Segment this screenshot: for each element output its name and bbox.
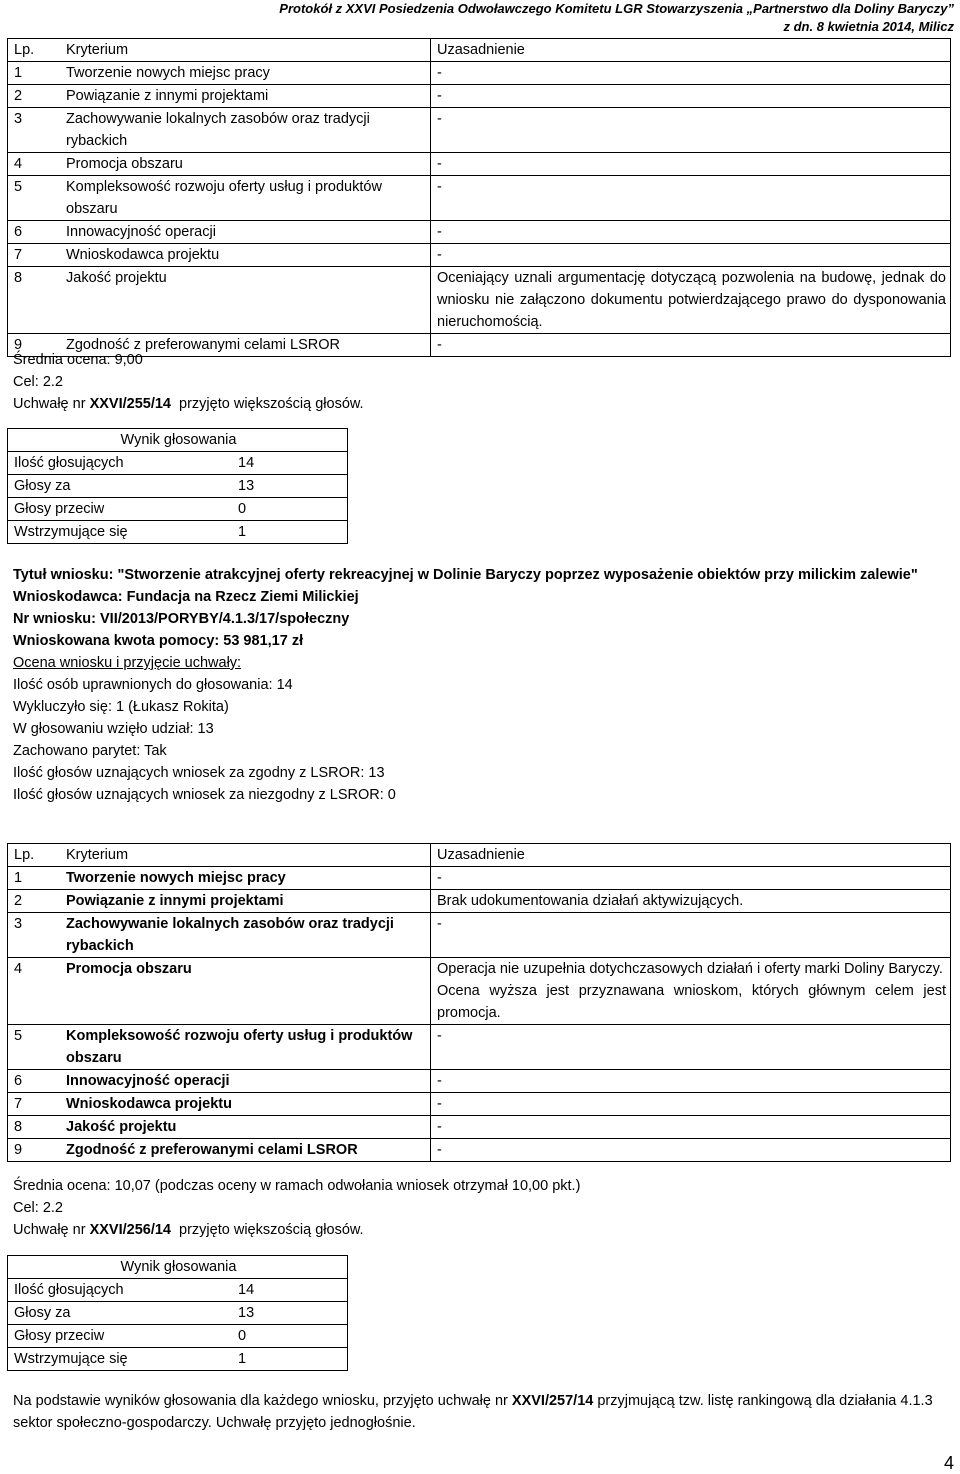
- resolution-suffix: przyjęto większością głosów.: [170, 1222, 364, 1238]
- evaluation-line: Ilość głosów uznających wniosek za niezgodny z LSROR: 0: [13, 787, 396, 803]
- table-row: [8, 1325, 348, 1348]
- justification: -: [431, 153, 951, 176]
- row-number: 4: [8, 153, 61, 176]
- justification: -: [431, 1093, 951, 1116]
- table-row: [8, 1302, 348, 1325]
- vote-value: 13: [238, 1302, 348, 1325]
- table-row: [8, 1116, 951, 1139]
- application-info: [13, 564, 948, 806]
- row-number: 3: [8, 913, 61, 958]
- average-score: Średnia ocena: 9,00: [13, 352, 143, 368]
- table-header-row: [8, 844, 951, 867]
- table-row: [8, 153, 951, 176]
- table-row: [8, 867, 951, 890]
- justification: [431, 958, 951, 1025]
- row-number: 2: [8, 85, 61, 108]
- evaluation-line: Ilość głosów uznających wniosek za zgodny z LSROR: 13: [13, 765, 385, 781]
- row-number: 9: [8, 1139, 61, 1162]
- row-number: 6: [8, 1070, 61, 1093]
- justification: -: [431, 1070, 951, 1093]
- justification: -: [431, 1025, 951, 1070]
- table-row: [8, 108, 951, 153]
- justification: -: [431, 221, 951, 244]
- vote-value: 1: [238, 521, 348, 544]
- goal: Cel: 2.2: [13, 1200, 63, 1216]
- average-score: Średnia ocena: 10,07 (podczas oceny w ramach odwołania wniosek otrzymał 10,00 pkt.): [13, 1178, 581, 1194]
- table-row: [8, 958, 951, 1025]
- row-number: 1: [8, 867, 61, 890]
- lp-header: Lp.: [8, 844, 61, 867]
- vote-label: Głosy przeciw: [8, 498, 239, 521]
- table-row: [8, 1070, 951, 1093]
- table-row: [8, 244, 951, 267]
- resolution-line: [13, 1219, 948, 1241]
- final-resolution-number: XXVI/257/14: [511, 1393, 594, 1409]
- vote-label: Głosy za: [8, 1302, 239, 1325]
- justification: -: [431, 913, 951, 958]
- table-row: [8, 890, 951, 913]
- application-title: Tytuł wniosku: "Stworzenie atrakcyjnej oferty rekreacyjnej w Dolinie Baryczy poprzez wyposażenie obiektów przy milickim zalewie": [13, 567, 918, 583]
- criterion-name: Zachowywanie lokalnych zasobów oraz tradycji rybackich: [60, 913, 431, 958]
- page-number: 4: [943, 1453, 954, 1473]
- criterion-name: Kompleksowość rozwoju oferty usług i produktów obszaru: [60, 1025, 431, 1070]
- justification: -: [431, 867, 951, 890]
- application-number: Nr wniosku: VII/2013/PORYBY/4.1.3/17/społeczny: [13, 611, 350, 627]
- votes-table-1: [7, 428, 348, 544]
- justification: -: [431, 1139, 951, 1162]
- criterion-name: Powiązanie z innymi projektami: [60, 890, 431, 913]
- final-resolution: [13, 1390, 948, 1434]
- criterion-name: Wnioskodawca projektu: [60, 1093, 431, 1116]
- resolution-prefix: Uchwałę nr: [13, 396, 90, 412]
- justification: -: [431, 85, 951, 108]
- header-title: Protokół z XXVI Posiedzenia Odwoławczego Komitetu LGR Stowarzyszenia „Partnerstwo dla Doliny Baryczy”: [279, 1, 954, 16]
- table-row: [8, 1139, 951, 1162]
- criterion-name: Tworzenie nowych miejsc pracy: [60, 867, 431, 890]
- row-number: 5: [8, 176, 61, 221]
- criterion-name: Jakość projektu: [60, 267, 431, 334]
- table-row: [8, 62, 951, 85]
- requested-amount: Wnioskowana kwota pomocy: 53 981,17 zł: [13, 633, 304, 649]
- row-number: 1: [8, 62, 61, 85]
- criterion-name: Promocja obszaru: [60, 958, 431, 1025]
- table-row: [8, 498, 348, 521]
- table-row: [8, 452, 348, 475]
- justification: -: [431, 62, 951, 85]
- row-number: 2: [8, 890, 61, 913]
- lp-header: Lp.: [8, 39, 61, 62]
- criterion-name: Zgodność z preferowanymi celami LSROR: [60, 1139, 431, 1162]
- vote-label: Głosy za: [8, 475, 239, 498]
- resolution-prefix: Uchwałę nr: [13, 1222, 90, 1238]
- table-row: [8, 475, 348, 498]
- criterion-header: Kryterium: [60, 39, 431, 62]
- criterion-name: Tworzenie nowych miejsc pracy: [60, 62, 431, 85]
- resolution-number: XXVI/256/14: [89, 1222, 171, 1238]
- criteria-table-1: [7, 38, 951, 357]
- final-text-prefix: Na podstawie wyników głosowania dla każdego wniosku, przyjęto uchwałę nr: [13, 1393, 512, 1409]
- vote-label: Wstrzymujące się: [8, 1348, 239, 1371]
- criterion-header: Kryterium: [60, 844, 431, 867]
- table-row: [8, 1279, 348, 1302]
- criterion-name: Zachowywanie lokalnych zasobów oraz tradycji rybackich: [60, 108, 431, 153]
- row-number: 9: [8, 334, 61, 357]
- header-date: z dn. 8 kwietnia 2014, Milicz: [783, 19, 954, 34]
- evaluation-line: Wykluczyło się: 1 (Łukasz Rokita): [13, 699, 229, 715]
- criterion-name: Innowacyjność operacji: [60, 1070, 431, 1093]
- resolution-line: [13, 393, 948, 415]
- resolution-suffix: przyjęto większością głosów.: [170, 396, 364, 412]
- vote-label: Ilość głosujących: [8, 1279, 239, 1302]
- table-row: [8, 1348, 348, 1371]
- vote-value: 1: [238, 1348, 348, 1371]
- vote-value: 13: [238, 475, 348, 498]
- row-number: 8: [8, 1116, 61, 1139]
- criterion-name: Jakość projektu: [60, 1116, 431, 1139]
- criteria-table-2: [7, 843, 951, 1162]
- votes-table-2: [7, 1255, 348, 1371]
- table-row: [8, 913, 951, 958]
- criterion-name: Zgodność z preferowanymi celami LSROR: [60, 334, 431, 357]
- criterion-name: Innowacyjność operacji: [60, 221, 431, 244]
- evaluation-line: Zachowano parytet: Tak: [13, 743, 167, 759]
- goal: Cel: 2.2: [13, 374, 63, 390]
- table-header-row: [8, 39, 951, 62]
- criterion-name: Wnioskodawca projektu: [60, 244, 431, 267]
- table-row: [8, 267, 951, 334]
- table-row: [8, 85, 951, 108]
- document-header: [279, 0, 954, 36]
- summary-2: [13, 1175, 948, 1241]
- resolution-number: XXVI/255/14: [89, 396, 171, 412]
- row-number: 3: [8, 108, 61, 153]
- summary-1: [13, 349, 948, 415]
- justification: -: [431, 334, 951, 357]
- table-row: [8, 521, 348, 544]
- table-row: [8, 176, 951, 221]
- evaluation-heading: Ocena wniosku i przyjęcie uchwały:: [13, 655, 242, 671]
- criterion-name: Promocja obszaru: [60, 153, 431, 176]
- vote-value: 0: [238, 1325, 348, 1348]
- evaluation-line: Ilość osób uprawnionych do głosowania: 14: [13, 677, 293, 693]
- row-number: 7: [8, 244, 61, 267]
- row-number: 6: [8, 221, 61, 244]
- justification-header: Uzasadnienie: [431, 39, 951, 62]
- votes-title: Wynik głosowania: [8, 1256, 348, 1279]
- table-row: [8, 1025, 951, 1070]
- justification: -: [431, 108, 951, 153]
- justification-part: Ocena wyższa jest przyznawana wnioskom, których głównym celem jest promocja.: [437, 983, 946, 1021]
- applicant: Wnioskodawca: Fundacja na Rzecz Ziemi Milickiej: [13, 589, 359, 605]
- justification: Oceniający uznali argumentację dotyczącą pozwolenia na budowę, jednak do wniosku nie załączono dokumentu potwierdzającego prawo do dysponowania nieruchomością.: [431, 267, 951, 334]
- final-text-suffix: przyjmującą tzw. listę rankingową dla działania 4.1.3 sektor społeczno-gospodarczy. Uchwałę przyjęto jednogłośnie.: [13, 1393, 933, 1431]
- justification: Brak udokumentowania działań aktywizujących.: [431, 890, 951, 913]
- row-number: 7: [8, 1093, 61, 1116]
- justification-header: Uzasadnienie: [431, 844, 951, 867]
- row-number: 4: [8, 958, 61, 1025]
- row-number: 8: [8, 267, 61, 334]
- table-row: [8, 221, 951, 244]
- justification-part: Operacja nie uzupełnia dotychczasowych działań i oferty marki Doliny Baryczy.: [437, 961, 943, 977]
- table-row: [8, 1093, 951, 1116]
- vote-label: Głosy przeciw: [8, 1325, 239, 1348]
- evaluation-line: W głosowaniu wzięło udział: 13: [13, 721, 214, 737]
- vote-label: Ilość głosujących: [8, 452, 239, 475]
- vote-label: Wstrzymujące się: [8, 521, 239, 544]
- votes-title: Wynik głosowania: [8, 429, 348, 452]
- vote-value: 14: [238, 1279, 348, 1302]
- row-number: 5: [8, 1025, 61, 1070]
- justification: -: [431, 176, 951, 221]
- justification: -: [431, 244, 951, 267]
- justification: -: [431, 1116, 951, 1139]
- vote-value: 0: [238, 498, 348, 521]
- criterion-name: Powiązanie z innymi projektami: [60, 85, 431, 108]
- vote-value: 14: [238, 452, 348, 475]
- criterion-name: Kompleksowość rozwoju oferty usług i produktów obszaru: [60, 176, 431, 221]
